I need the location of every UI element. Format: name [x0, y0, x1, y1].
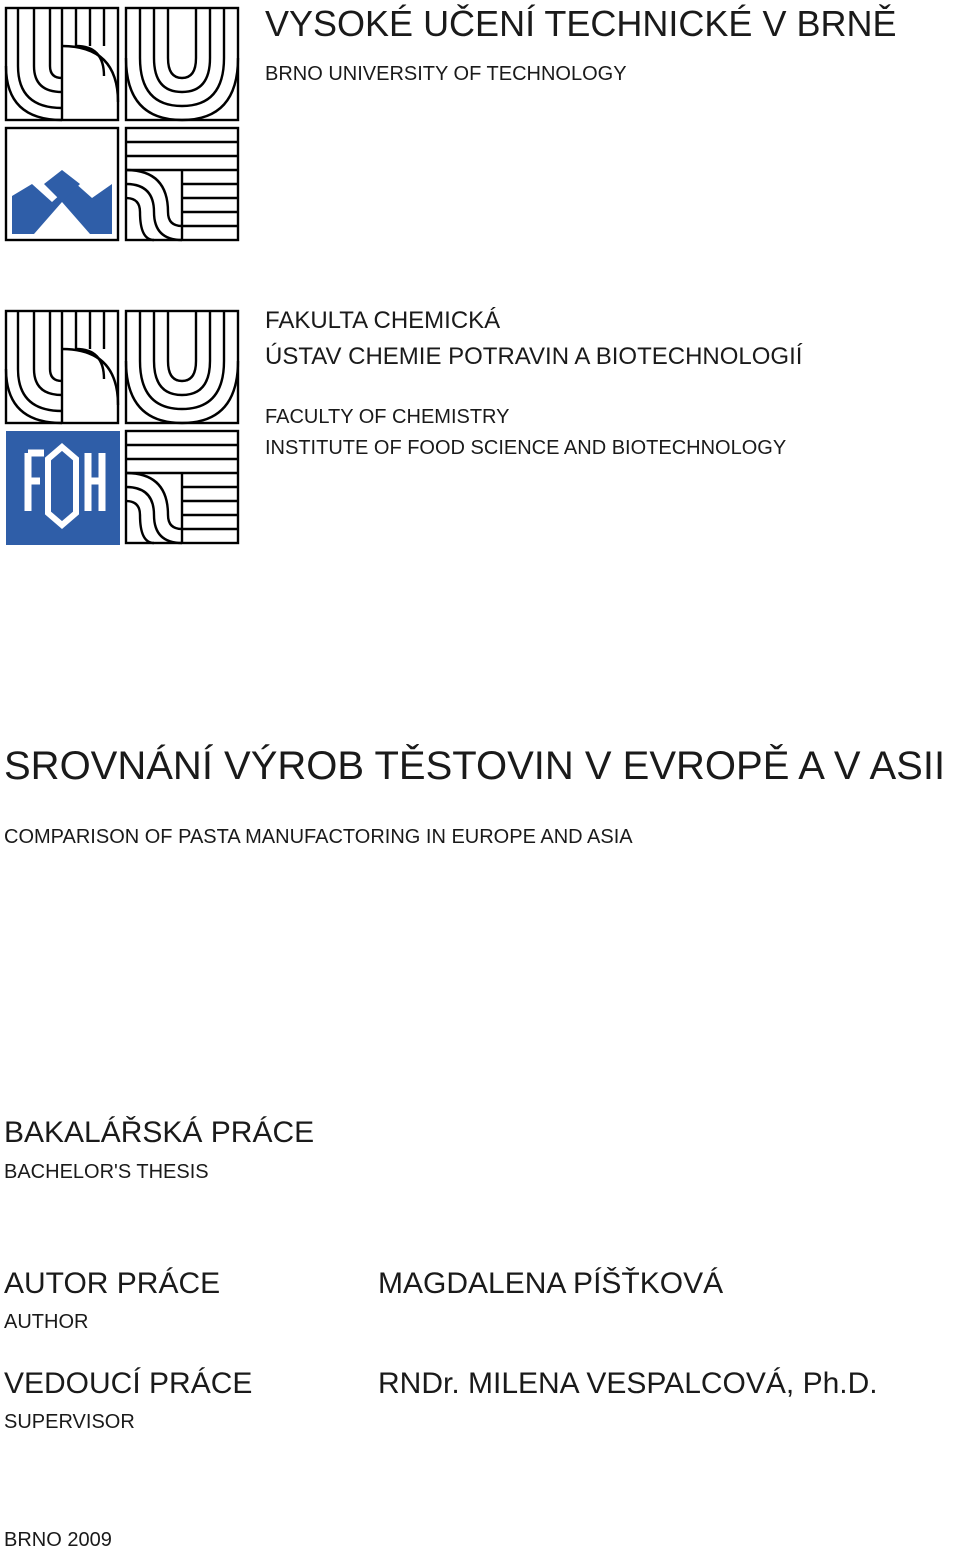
supervisor-name: RNDr. MILENA VESPALCOVÁ, Ph.D. — [378, 1367, 878, 1400]
university-name-cz: VYSOKÉ UČENÍ TECHNICKÉ V BRNĚ — [265, 3, 897, 44]
fch-logo — [4, 309, 244, 551]
city-year: BRNO 2009 — [4, 1529, 112, 1551]
vut-logo — [4, 6, 244, 248]
institute-name-en: INSTITUTE OF FOOD SCIENCE AND BIOTECHNOLOGY — [265, 437, 787, 459]
supervisor-label-en: SUPERVISOR — [4, 1411, 135, 1433]
faculty-name-en: FACULTY OF CHEMISTRY — [265, 406, 510, 428]
thesis-title-cz: SROVNÁNÍ VÝROB TĚSTOVIN V EVROPĚ A V ASII — [4, 744, 946, 788]
author-name: MAGDALENA PÍŠŤKOVÁ — [378, 1267, 724, 1300]
supervisor-label-cz: VEDOUCÍ PRÁCE — [4, 1367, 253, 1400]
faculty-name-cz: FAKULTA CHEMICKÁ — [265, 307, 501, 334]
author-label-cz: AUTOR PRÁCE — [4, 1267, 221, 1300]
thesis-type-en: BACHELOR'S THESIS — [4, 1161, 209, 1183]
thesis-type-cz: BAKALÁŘSKÁ PRÁCE — [4, 1116, 315, 1149]
institute-name-cz: ÚSTAV CHEMIE POTRAVIN A BIOTECHNOLOGIÍ — [265, 343, 803, 370]
thesis-title-en: COMPARISON OF PASTA MANUFACTORING IN EUROPE AND ASIA — [4, 826, 633, 848]
author-label-en: AUTHOR — [4, 1311, 89, 1333]
university-name-en: BRNO UNIVERSITY OF TECHNOLOGY — [265, 63, 627, 85]
